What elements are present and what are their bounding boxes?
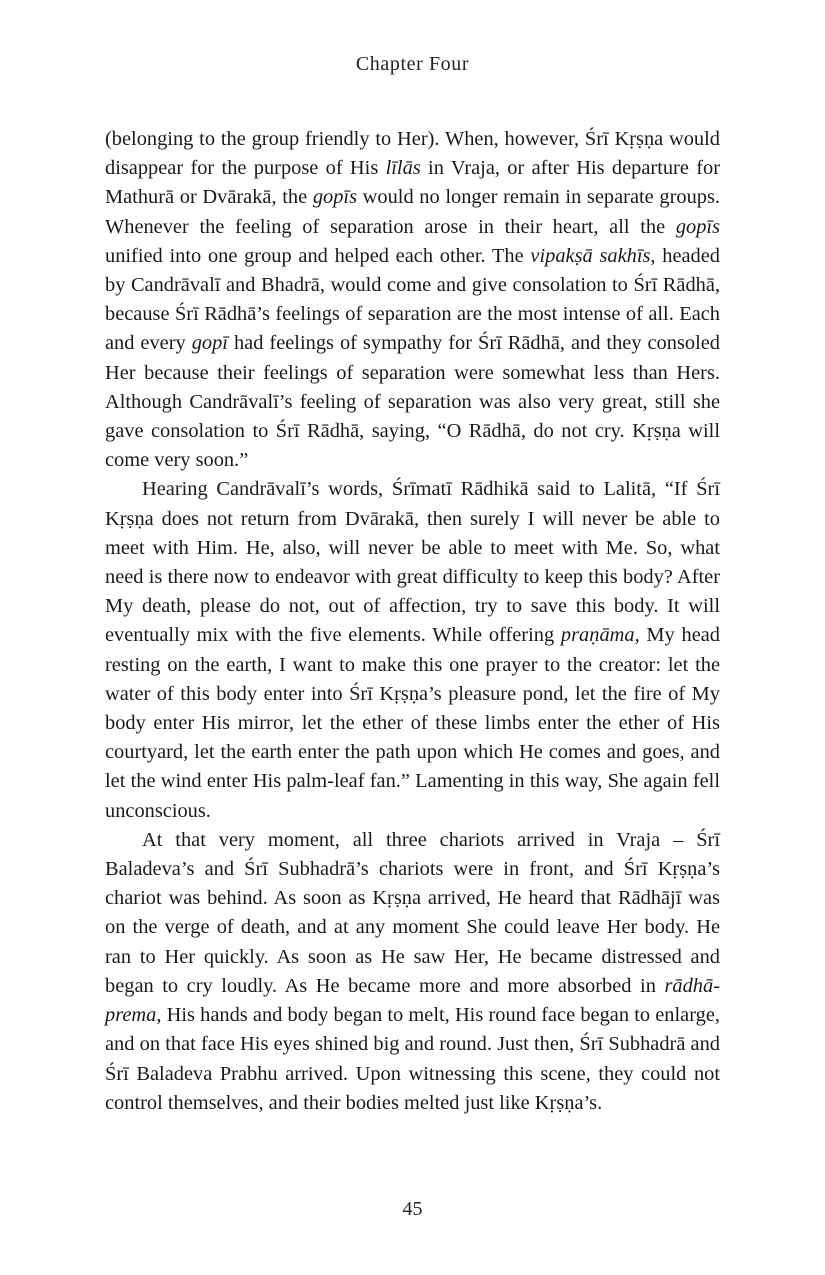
italic-term: gopīs — [312, 186, 357, 209]
italic-term: līlās — [385, 157, 421, 180]
page-number: 45 — [402, 1198, 423, 1220]
paragraph-2 — [105, 475, 720, 825]
text-run: (belonging to the group friendly to Her). When, however, Śrī Kṛṣṇa would disappear for the purpose of His — [105, 128, 720, 180]
running-head-chapter-title: Chapter Four — [355, 53, 470, 75]
italic-term: gopīs — [675, 215, 720, 238]
italic-term: gopī — [191, 332, 228, 355]
text-run: Hearing Candrāvalī’s words, Śrīmatī Rādhikā said to Lalitā, “If Śrī Kṛṣṇa does not return from Dvārakā, then surely I will never be able to meet with Him. He, also, will never be able to meet with Me. So, what need is there now to endeavor with great difficulty to keep this body? After My death, please do not, out of affection, try to save this body. It will eventually mix with the five elements. While offering — [105, 478, 720, 647]
text-run: would no longer remain in separate groups. Whenever the feeling of separation arose in their heart, all the — [105, 186, 720, 238]
italic-term: vipakṣā sakhīs — [530, 244, 651, 267]
text-run: unified into one group and helped each other. The — [105, 244, 531, 267]
paragraph-3 — [105, 826, 720, 1118]
text-run: had feelings of sympathy for Śrī Rādhā, and they consoled Her because their feelings of separation were somewhat less than Hers. Although Candrāvalī’s feeling of separation was also very great, still she gave consolation to Śrī Rādhā, saying, “O Rādhā, do not cry. Kṛṣṇa will come very soon.” — [105, 332, 720, 472]
text-run: , His hands and body began to melt, His round face began to enlarge, and on that face His eyes shined big and round. Just then, Śrī Subhadrā and Śrī Baladeva Prabhu arrived. Upon witnessing this scene, they could not control themselves, and their bodies melted just like Kṛṣṇa’s. — [105, 1004, 720, 1114]
text-run: At that very moment, all three chariots arrived in Vraja – Śrī Baladeva’s and Śrī Subhadrā’s chariots were in front, and Śrī Kṛṣṇa’s chariot was behind. As soon as Kṛṣṇa arrived, He heard that Rādhājī was on the verge of death, and at any moment She could leave Her body. He ran to Her quickly. As soon as He saw Her, He became distressed and began to cry loudly. As He became more and more absorbed in — [105, 828, 720, 997]
text-run: in Vraja, or after His departure for Mathurā or Dvārakā, the — [105, 157, 720, 209]
text-run: , headed by Candrāvalī and Bhadrā, would come and give consolation to Śrī Rādhā, because Śrī Rādhā’s feelings of separation are the most intense of all. Each and every — [105, 244, 720, 355]
text-run: , My head resting on the earth, I want to make this one prayer to the creator: let the water of this body enter into Śrī Kṛṣṇa’s pleasure pond, let the fire of My body enter His mirror, let the ether of these limbs enter the ether of His courtyard, let the earth enter the path upon which He comes and goes, and let the wind enter His palm-leaf fan.” Lamenting in this way, She again fell unconscious. — [105, 624, 720, 822]
body-text — [105, 125, 720, 1118]
italic-term: rādhā-prema — [105, 974, 720, 1027]
italic-term: praṇāma — [560, 624, 635, 647]
paragraph-1 — [105, 125, 720, 475]
